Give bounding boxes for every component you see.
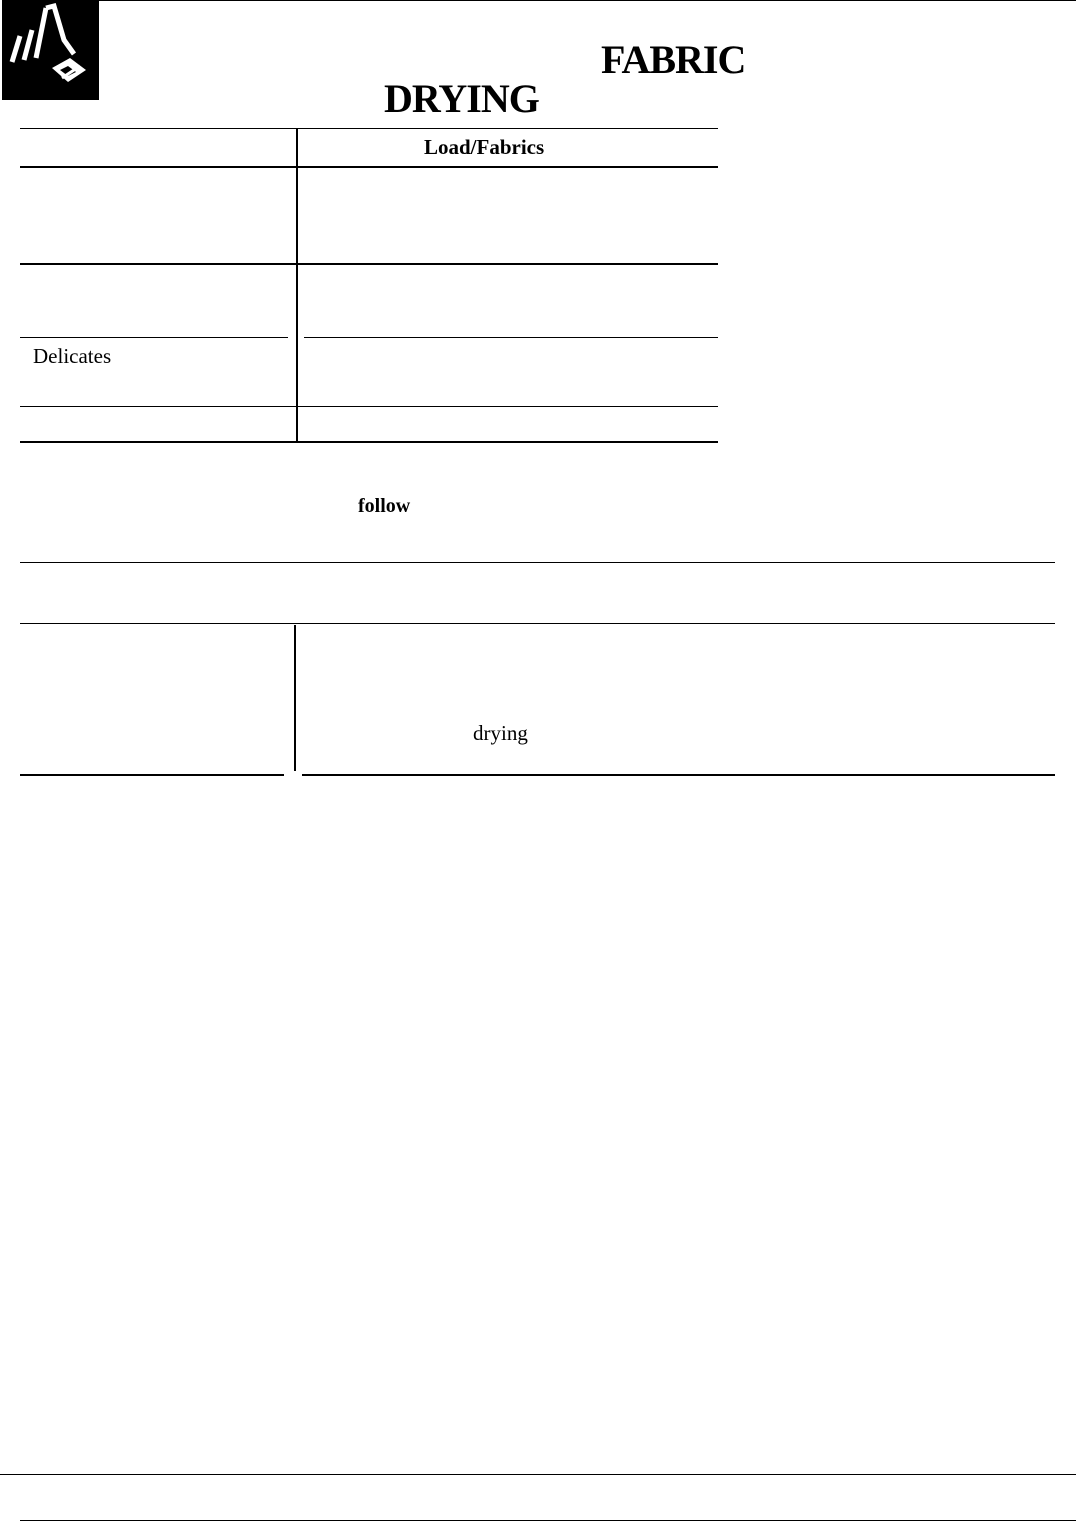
section-rule bbox=[20, 562, 1055, 563]
table2-top-rule bbox=[20, 623, 1055, 624]
text-follow: follow bbox=[358, 495, 411, 517]
page-title-line1: FABRIC bbox=[601, 37, 746, 82]
hand-pressing-button-icon bbox=[2, 0, 99, 100]
footer-rule-top bbox=[0, 1474, 1076, 1475]
table1-header-rule bbox=[20, 166, 718, 168]
table2-bottom-rule-right bbox=[302, 774, 1055, 776]
table2-column-divider bbox=[294, 625, 296, 771]
table1-row-rule-left bbox=[20, 337, 288, 338]
table1-row-label-delicates: Delicates bbox=[33, 344, 112, 368]
table1-row-rule bbox=[20, 406, 718, 407]
table1-row-rule bbox=[20, 263, 718, 265]
text-drying: drying bbox=[473, 721, 528, 745]
table1-bottom-rule bbox=[20, 441, 718, 443]
page-title-line2: DRYING bbox=[384, 76, 539, 121]
footer-rule-bottom bbox=[20, 1520, 1076, 1521]
table1-top-rule bbox=[20, 128, 718, 129]
top-rule bbox=[98, 0, 1076, 1]
table1-column-divider bbox=[296, 128, 298, 442]
table1-row-rule-right bbox=[304, 337, 718, 338]
table1-column-header: Load/Fabrics bbox=[424, 135, 545, 159]
table2-bottom-rule-left bbox=[20, 774, 284, 776]
